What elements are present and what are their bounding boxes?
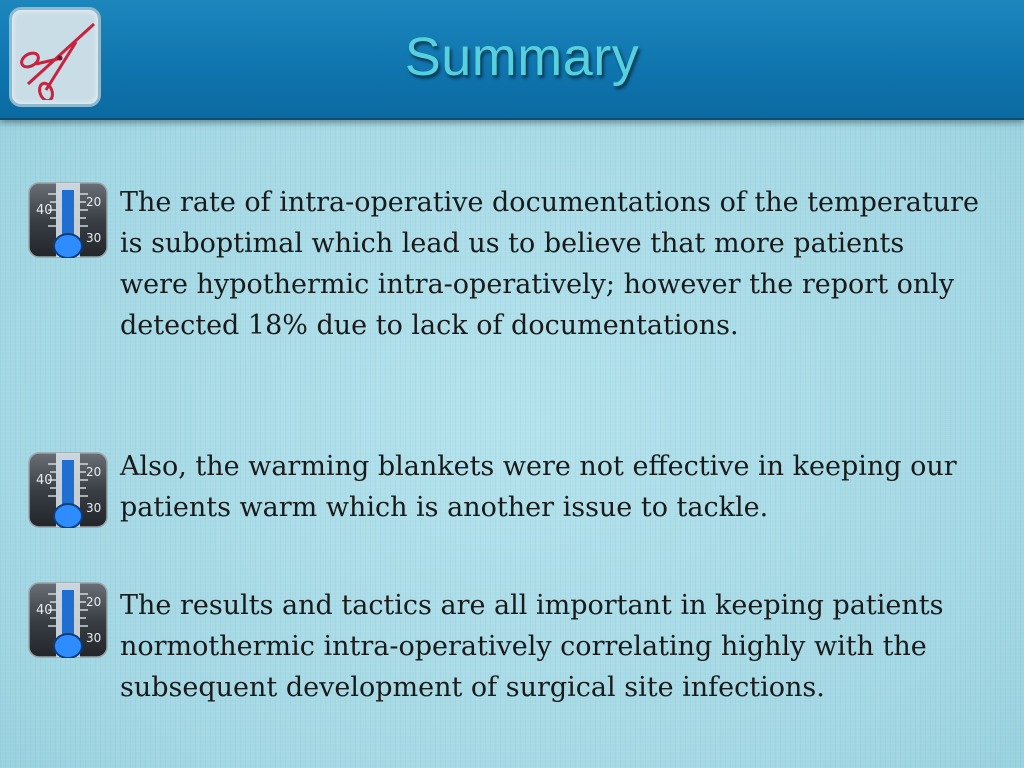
thermometer-gauge-icon — [28, 182, 108, 258]
gauge-label: 40 — [36, 473, 53, 488]
page-title: Summary — [404, 27, 640, 87]
gauge-label: 20 — [86, 595, 102, 609]
gauge-label: 20 — [86, 195, 102, 209]
summary-point-2: Also, the warming blankets were not effective in keeping our patients warm which is another issue to tackle. — [120, 451, 957, 523]
gauge-label: 20 — [86, 465, 102, 479]
summary-point-3: The results and tactics are all important in keeping patients normothermic intra-operatively correlating highly with the subsequent development of surgical site infections. — [120, 590, 944, 703]
gauge-label: 30 — [86, 501, 102, 515]
thermometer-gauge-icon — [28, 452, 108, 528]
summary-point-1: The rate of intra-operative documentations of the temperature is suboptimal which lead us to believe that more patients were hypothermic intra-operatively; however the report only detected 18% due to lack of documentations. — [120, 187, 980, 341]
gauge-label: 40 — [36, 603, 53, 618]
gauge-label: 30 — [86, 231, 102, 245]
gauge-label: 30 — [86, 631, 102, 645]
thermometer-gauge-icon — [28, 582, 108, 658]
gauge-label: 40 — [36, 203, 53, 218]
slide-header — [0, 0, 1024, 120]
